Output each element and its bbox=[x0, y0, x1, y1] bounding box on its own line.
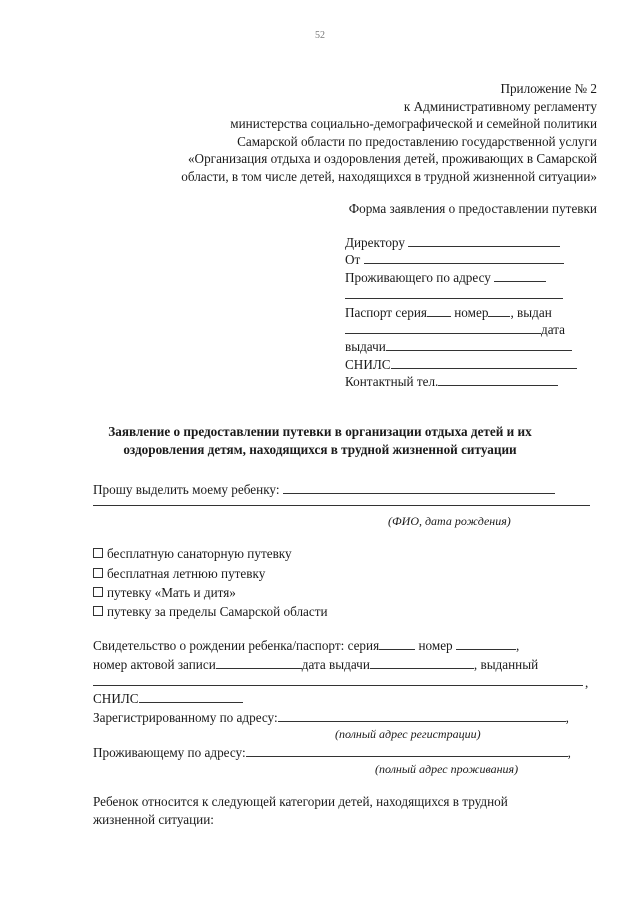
appendix-line: Самарской области по предоставлению государственной услуги bbox=[237, 133, 597, 149]
snils-row bbox=[93, 690, 243, 708]
checkbox-icon bbox=[93, 587, 103, 597]
blank-line bbox=[283, 481, 555, 494]
number-label: номер bbox=[454, 304, 489, 320]
snils-label: СНИЛС bbox=[93, 691, 139, 706]
snils-label: СНИЛС bbox=[345, 356, 391, 372]
issue-date-label: дата выдачи bbox=[301, 657, 370, 672]
category-line: Ребенок относится к следующей категории детей, находящихся в трудной bbox=[93, 794, 508, 809]
addressee-block bbox=[345, 234, 585, 391]
residing-row: Проживающему по адресу: , bbox=[93, 745, 571, 760]
blank-line bbox=[246, 744, 568, 757]
category-line: жизненной ситуации: bbox=[93, 811, 214, 827]
blank-line bbox=[391, 356, 577, 369]
heading-line: оздоровления детям, находящихся в трудной жизненной ситуации bbox=[123, 442, 517, 457]
blank-line bbox=[216, 656, 302, 669]
request-row bbox=[93, 481, 555, 499]
comma: , bbox=[585, 675, 589, 690]
blank-line bbox=[139, 690, 243, 703]
blank-line bbox=[93, 505, 590, 506]
number-label: номер bbox=[418, 638, 453, 653]
application-heading bbox=[0, 423, 640, 459]
checkbox-icon bbox=[93, 606, 103, 616]
record-number-label: номер актовой записи bbox=[93, 657, 216, 672]
director-label: Директору bbox=[345, 235, 405, 250]
option-item bbox=[93, 584, 236, 602]
blank-line bbox=[93, 685, 583, 686]
residing-label: Проживающего по адресу bbox=[345, 269, 491, 285]
issued-by-label: , выданный bbox=[473, 657, 539, 672]
registered-row: Зарегистрированному по адресу: , bbox=[93, 710, 569, 725]
blank-line bbox=[494, 269, 546, 282]
certificate-line-2 bbox=[93, 656, 538, 674]
appendix-line: министерства социально-демографической и семейной политики bbox=[230, 116, 597, 132]
certificate-label: Свидетельство о рождении ребенка/паспорт: серия bbox=[93, 638, 380, 653]
request-hint: (ФИО, дата рождения) bbox=[388, 514, 511, 528]
appendix-line: Приложение № 2 bbox=[500, 81, 597, 96]
blank-line bbox=[345, 321, 541, 334]
option-label: путевку за пределы Самарской области bbox=[107, 604, 328, 619]
form-title: Форма заявления о предоставлении путевки bbox=[348, 201, 597, 216]
residing-hint: (полный адрес проживания) bbox=[375, 762, 519, 776]
request-label: Прошу выделить моему ребенку: bbox=[93, 482, 280, 497]
appendix-line: области, в том числе детей, находящихся в трудной жизненной ситуации» bbox=[181, 168, 597, 184]
page-number: 52 bbox=[315, 30, 325, 41]
blank-line bbox=[386, 338, 572, 351]
blank-line bbox=[345, 286, 563, 299]
blank-line bbox=[278, 709, 566, 722]
appendix-block bbox=[181, 80, 597, 186]
certificate-line-1: Свидетельство о рождении ребенка/паспорт: серия номер , bbox=[93, 638, 520, 653]
appendix-line: к Административному регламенту bbox=[403, 98, 597, 114]
heading-line: Заявление о предоставлении путевки в организации отдыха детей и их bbox=[108, 424, 532, 439]
phone-label: Контактный тел. bbox=[345, 374, 439, 390]
from-label: От bbox=[345, 252, 361, 268]
blank-line bbox=[408, 234, 560, 247]
issued-label: , выдан bbox=[510, 304, 552, 320]
blank-line bbox=[364, 251, 564, 264]
registered-hint: (полный адрес регистрации) bbox=[335, 727, 481, 741]
option-label: путевку «Мать и дитя» bbox=[107, 585, 236, 600]
blank-line bbox=[379, 637, 415, 650]
option-label: бесплатную санаторную путевку bbox=[107, 546, 292, 561]
issue-label: выдачи bbox=[345, 339, 386, 355]
appendix-line: «Организация отдыха и оздоровления детей, проживающих в Самарской bbox=[187, 151, 597, 167]
option-item bbox=[93, 603, 328, 621]
blank-line bbox=[456, 637, 516, 650]
blank-line bbox=[427, 304, 451, 317]
blank-line bbox=[370, 656, 474, 669]
blank-line bbox=[438, 373, 558, 386]
option-item bbox=[93, 545, 292, 563]
registered-label: Зарегистрированному по адресу: bbox=[93, 710, 278, 725]
passport-series-label: Паспорт серия bbox=[345, 304, 427, 320]
checkbox-icon bbox=[93, 568, 103, 578]
option-item bbox=[93, 565, 265, 583]
date-label: дата bbox=[541, 322, 565, 338]
residing-label: Проживающему по адресу: bbox=[93, 745, 246, 760]
option-label: бесплатная летнюю путевку bbox=[107, 566, 266, 581]
blank-line bbox=[488, 304, 510, 317]
category-block bbox=[93, 793, 508, 828]
checkbox-icon bbox=[93, 548, 103, 558]
